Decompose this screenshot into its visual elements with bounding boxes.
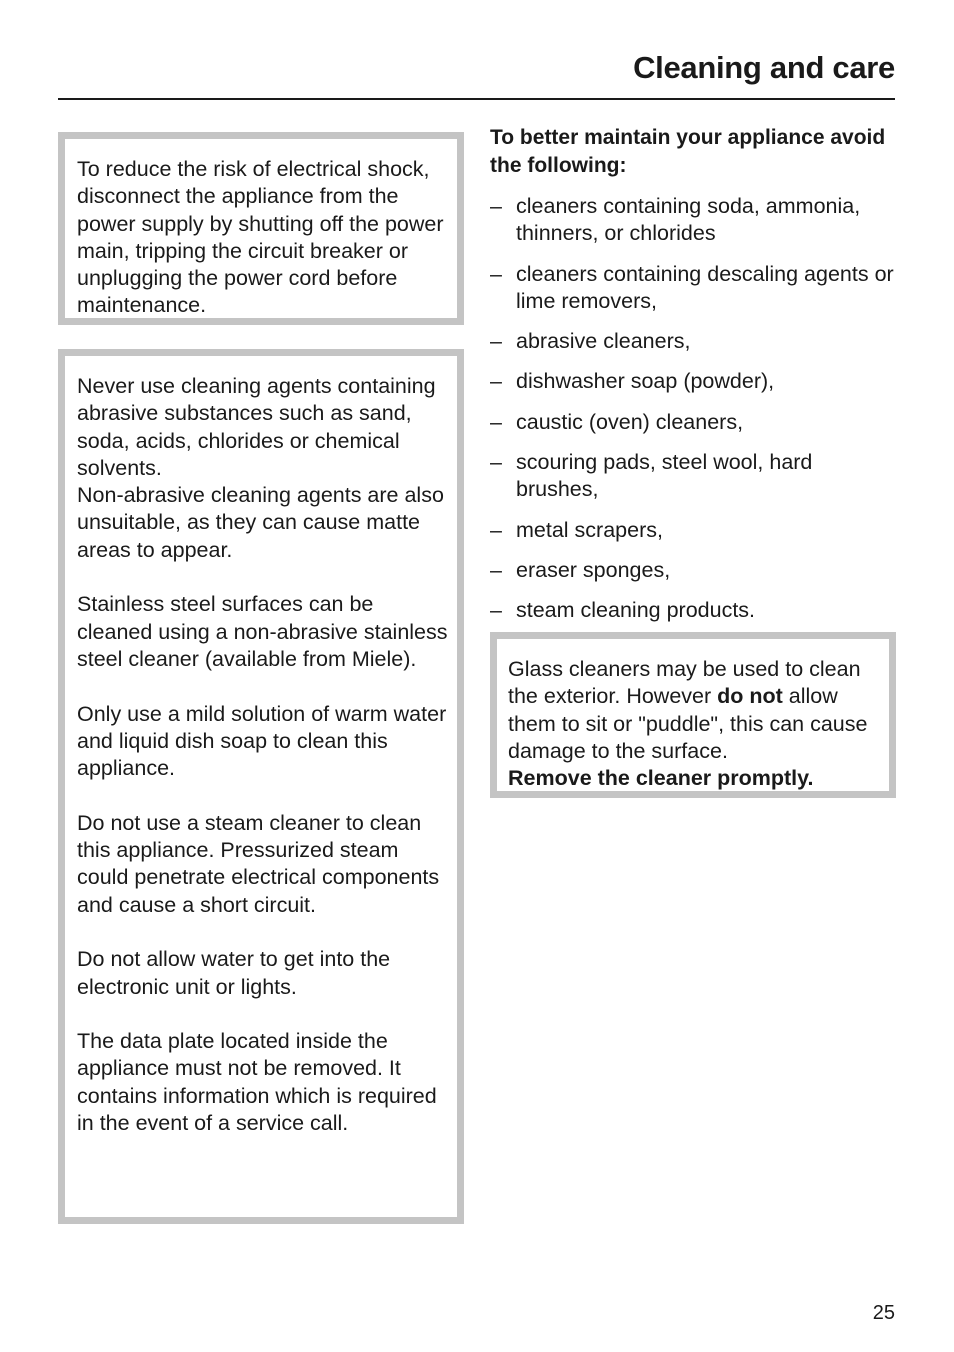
do-not-emphasis: do not	[717, 684, 783, 709]
non-abrasive-warning-text: Non-abrasive cleaning agents are also unsuitable, as they can cause matte areas to appear.	[77, 483, 444, 562]
dash-bullet: –	[490, 261, 502, 286]
list-item: – eraser sponges,	[490, 557, 900, 584]
cleaning-agents-box	[58, 349, 464, 1224]
list-item: – cleaners containing soda, ammonia, thinners, or chlorides	[490, 194, 861, 246]
abrasive-warning-text: Never use cleaning agents containing abrasive substances such as sand, soda, acids, chlorides or chemical solvents.	[77, 374, 436, 480]
page-title: Cleaning and care	[633, 50, 895, 85]
list-item: – dishwasher soap (powder),	[490, 368, 900, 395]
avoid-heading: To better maintain your appliance avoid the following:	[490, 126, 886, 177]
list-item: – cleaners containing descaling agents or lime removers,	[490, 261, 894, 313]
title-divider	[58, 98, 895, 100]
glass-cleaner-box	[490, 632, 896, 798]
list-item: – scouring pads, steel wool, hard brushes,	[490, 450, 813, 502]
water-warning-paragraph: Do not allow water to get into the electronic unit or lights.	[77, 947, 391, 999]
list-item: – caustic (oven) cleaners,	[490, 409, 900, 436]
data-plate-paragraph: The data plate located inside the appliance must not be removed. It contains information which is required in the event of a service call.	[77, 1029, 437, 1136]
dash-bullet: –	[490, 329, 502, 354]
dash-bullet: –	[490, 598, 502, 623]
dash-bullet: –	[490, 517, 502, 542]
electrical-warning-box	[58, 132, 464, 325]
glass-cleaner-text: Glass cleaners may be used to clean the exterior. However do not allow them to sit or "puddle", this can cause damage to the surface. Remove the cleaner promptly.	[508, 657, 868, 791]
list-item: – abrasive cleaners,	[490, 328, 900, 355]
dash-bullet: –	[490, 194, 502, 218]
dash-bullet: –	[490, 369, 502, 394]
avoid-list	[490, 193, 900, 625]
avoid-section	[490, 124, 900, 638]
page-number: 25	[872, 1302, 895, 1324]
dash-bullet: –	[490, 557, 502, 582]
list-item: – metal scrapers,	[490, 517, 900, 544]
dash-bullet: –	[490, 450, 502, 475]
steam-cleaner-paragraph: Do not use a steam cleaner to clean this appliance. Pressurized steam could penetrate electrical components and cause a short circuit.	[77, 810, 440, 917]
cleaning-paragraph	[77, 373, 451, 564]
list-item: – steam cleaning products.	[490, 597, 900, 624]
stainless-steel-paragraph: Stainless steel surfaces can be cleaned using a non-abrasive stainless steel cleaner (available from Miele).	[77, 592, 448, 671]
electrical-warning-text: To reduce the risk of electrical shock, disconnect the appliance from the power supply by shutting off the power main, tripping the circuit breaker or unplugging the power cord before maintenance.	[77, 157, 444, 318]
remove-cleaner-emphasis: Remove the cleaner promptly.	[508, 766, 814, 791]
mild-solution-paragraph: Only use a mild solution of warm water and liquid dish soap to clean this appliance.	[77, 701, 447, 781]
dash-bullet: –	[490, 409, 502, 434]
